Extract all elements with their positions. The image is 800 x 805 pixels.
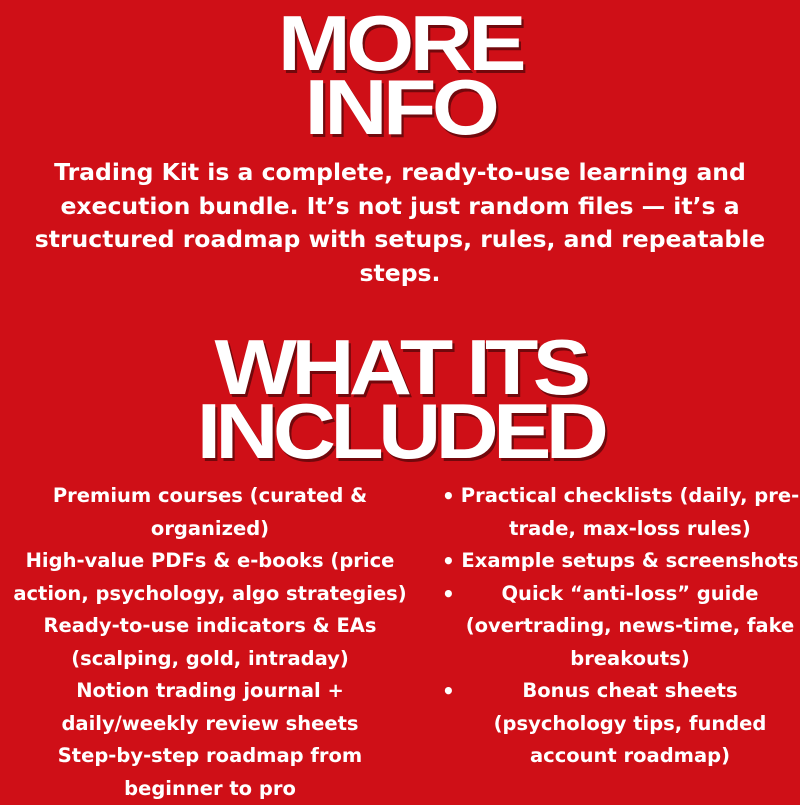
heading-more: MORE xyxy=(277,0,523,87)
list-item xyxy=(430,480,800,545)
list-item-text: Quick “anti-loss” guide (overtrading, news-time, fake breakouts) xyxy=(465,581,795,670)
bullet-icon: • xyxy=(442,679,455,703)
right-feature-list xyxy=(430,480,800,773)
bullet-icon: • xyxy=(442,549,455,573)
list-item: Ready-to-use indicators & EAs (scalping, gold, intraday) xyxy=(43,614,377,670)
intro-paragraph: Trading Kit is a complete, ready-to-use learning and execution bundle. It’s not just random files — it’s a structured roadmap with setups, rules, and repeatable steps. xyxy=(34,158,766,287)
list-item-text: Practical checklists (daily, pre-trade, max-loss rules) xyxy=(460,484,800,540)
heading-included: INCLUDED xyxy=(196,387,604,475)
list-item: Premium courses (curated & organized) xyxy=(52,484,368,540)
bullet-icon: • xyxy=(442,484,455,508)
list-item: Step-by-step roadmap from beginner to pro xyxy=(57,744,363,800)
heading-info: INFO xyxy=(304,63,496,151)
list-item: High-value PDFs & e-books (price action, psychology, algo strategies) xyxy=(13,549,407,605)
list-item: Notion trading journal + daily/weekly review sheets xyxy=(61,679,359,735)
list-item-text: Bonus cheat sheets (psychology tips, funded account roadmap) xyxy=(493,679,767,767)
list-item xyxy=(430,578,800,676)
list-item-text: Example setups & screenshots xyxy=(461,549,799,572)
list-item xyxy=(430,545,800,578)
list-item xyxy=(430,675,800,773)
left-feature-list xyxy=(10,480,410,805)
bullet-icon: • xyxy=(442,581,455,606)
heading-what-its: WHAT ITS xyxy=(214,323,586,411)
